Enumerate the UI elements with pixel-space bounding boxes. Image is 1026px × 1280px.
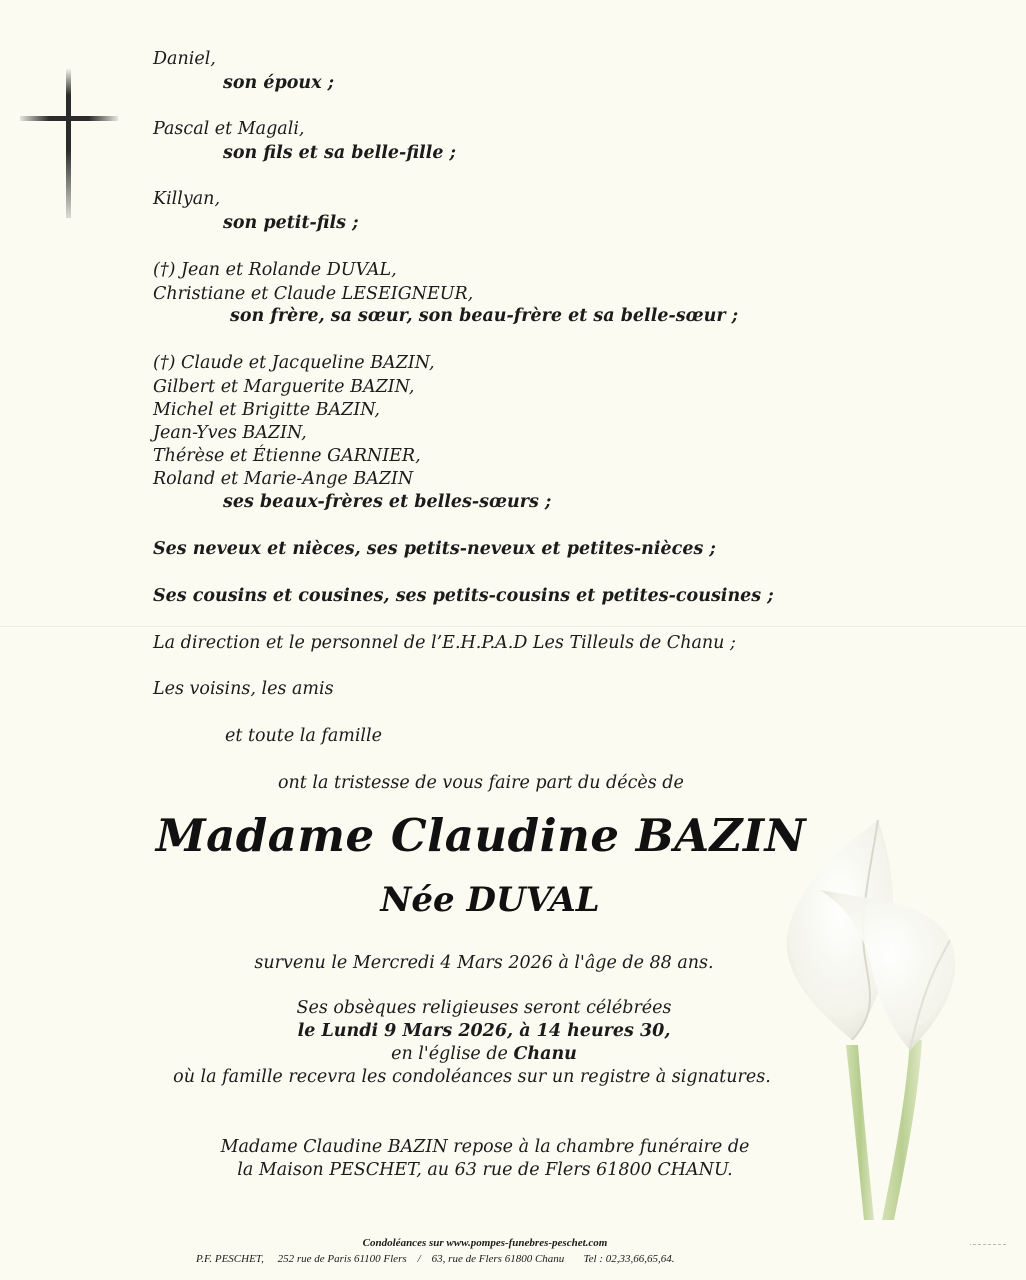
family-line: Christiane et Claude LESEIGNEUR, [153, 284, 474, 304]
death-date: survenu le Mercredi 4 Mars 2026 à l'âge de 88 ans. [254, 953, 714, 973]
family-line: Daniel, [153, 49, 216, 69]
announcement-intro: ont la tristesse de vous faire part du décès de [278, 773, 684, 793]
rest-line: Madame Claudine BAZIN repose à la chambre funéraire de [220, 1137, 750, 1157]
fold-line [0, 626, 1026, 627]
family-relation: son époux ; [223, 73, 335, 93]
family-relation: son fils et sa belle-fille ; [223, 143, 457, 163]
family-relation: son frère, sa sœur, son beau-frère et sa belle-sœur ; [230, 306, 739, 326]
footer-address: P.F. PESCHET, 252 rue de Paris 61100 Flers / 63, rue de Flers 61800 Chanu Tel : 02,33,66,65,64. [196, 1253, 675, 1265]
family-line: Les voisins, les amis [153, 679, 334, 699]
family-relation: Ses neveux et nièces, ses petits-neveux et petites-nièces ; [153, 539, 716, 559]
maiden-name: Née DUVAL [380, 880, 600, 920]
family-relation: Ses cousins et cousines, ses petits-cousins et petites-cousines ; [153, 586, 774, 606]
family-line: (†) Claude et Jacqueline BAZIN, [153, 353, 435, 373]
funeral-place [0, 1043, 968, 1065]
cross-vertical-bar [66, 68, 71, 218]
footer-website [0, 1236, 970, 1250]
rest-line: la Maison PESCHET, au 63 rue de Flers 61800 CHANU. [237, 1160, 733, 1180]
family-line: (†) Jean et Rolande DUVAL, [153, 260, 397, 280]
family-line: Jean-Yves BAZIN, [153, 423, 307, 443]
funeral-line: Ses obsèques religieuses seront célébrées [296, 998, 672, 1018]
cross-horizontal-bar [20, 116, 118, 121]
family-line: La direction et le personnel de l’E.H.P.A.D Les Tilleuls de Chanu ; [153, 633, 736, 653]
funeral-line: où la famille recevra les condoléances sur un registre à signatures. [173, 1067, 771, 1087]
funeral-date: le Lundi 9 Mars 2026, à 14 heures 30, [297, 1021, 671, 1041]
funeral-town: Chanu [513, 1044, 577, 1064]
deceased-name: Madame Claudine BAZIN [155, 809, 807, 862]
family-relation: son petit-fils ; [223, 213, 359, 233]
footer-website-text: Condoléances sur www.pompes-funebres-peschet.com [359, 1237, 612, 1249]
family-line: Roland et Marie-Ange BAZIN [153, 469, 414, 489]
family-line: Michel et Brigitte BAZIN, [153, 400, 380, 420]
family-line: Killyan, [153, 189, 221, 209]
family-line: Thérèse et Étienne GARNIER, [153, 446, 421, 466]
family-line: et toute la famille [225, 726, 382, 746]
family-relation: ses beaux-frères et belles-sœurs ; [223, 492, 552, 512]
funeral-place-prefix: en l'église de [391, 1044, 514, 1064]
family-line: Gilbert et Marguerite BAZIN, [153, 377, 415, 397]
family-line: Pascal et Magali, [153, 119, 305, 139]
